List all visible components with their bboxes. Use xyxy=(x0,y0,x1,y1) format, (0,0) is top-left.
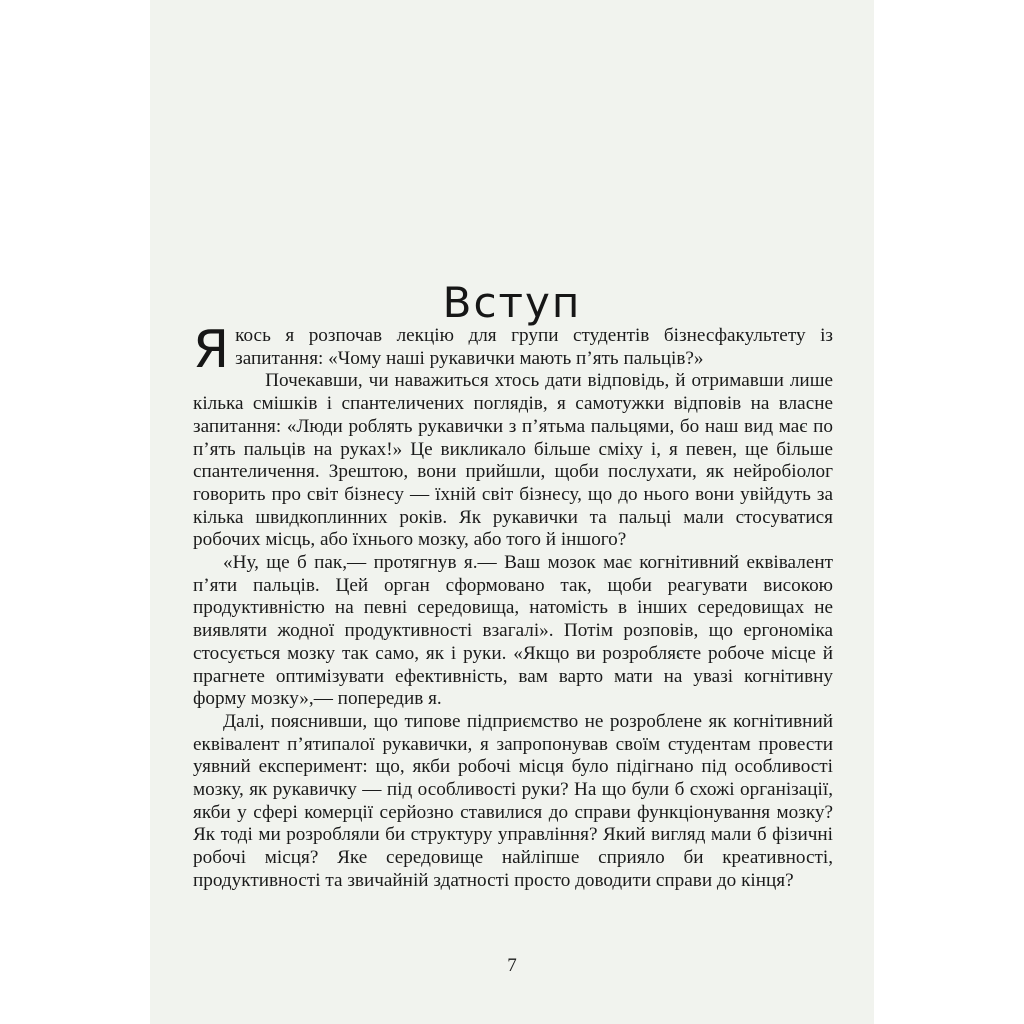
book-page xyxy=(150,0,874,1024)
body-text xyxy=(193,320,833,893)
paragraph: «Ну, ще б пак,— протягнув я.— Ваш мозок має когнітивний еквівалент п’яти пальців. Цей орган сформовано так, щоби реагувати високою продуктивністю на певні середовища, натомість в інших середовищах не виявляти жодної продуктивності взагалі». Потім розповів, що ергономіка стосується мозку так само, як і руки. «Якщо ви розробляєте робоче місце й прагнете оптимізувати ефективність, вам варто мати на увазі когнітивну форму мозку»,— попередив я. xyxy=(193,552,833,710)
first-paragraph-text: кось я розпочав лекцію для групи студентів бізнесфакультету із запитання: «Чому наші рукавички мають п’ять пальців?» xyxy=(235,325,833,369)
first-paragraph xyxy=(193,320,833,380)
paragraph: Далі, пояснивши, що типове підприємство не розроблене як когнітивний еквівалент п’ятипалої рукавички, я запропонував своїм студентам провести уявний експеримент: що, якби робочі місця було підігнано під особливості мозку, як рукавичку — під особливості руки? На що були б схожі організації, якби у сфері комерції серйозно ставилися до справи функціонування мозку? Як тоді ми розробляли би структуру управління? Який вигляд мали б фізичні робочі місця? Яке середовище найліпше сприяло би креативності, продуктивності та звичайній здатності просто доводити справи до кінця? xyxy=(193,710,833,891)
paragraph: Почекавши, чи наважиться хтось дати відповідь, й отримавши лише кілька смішків і спантеличених поглядів, я самотужки відповів на власне запитання: «Люди роблять рукавички з п’ятьма пальцями, бо наш вид має по п’ять пальців на руках!» Це викликало більше сміху і, я певен, ще більше спантеличення. Зрештою, вони прийшли, щоби послухати, як нейробіолог говорить про світ бізнесу — їхній світ бізнесу, що до нього вони увійдуть за кілька швидкоплинних років. Як рукавички та пальці мали стосуватися робочих місць, або їхнього мозку, або того й іншого? xyxy=(193,370,833,551)
chapter-title: Вступ xyxy=(442,278,582,327)
drop-cap: Я xyxy=(193,320,230,380)
page-number: 7 xyxy=(507,955,517,976)
